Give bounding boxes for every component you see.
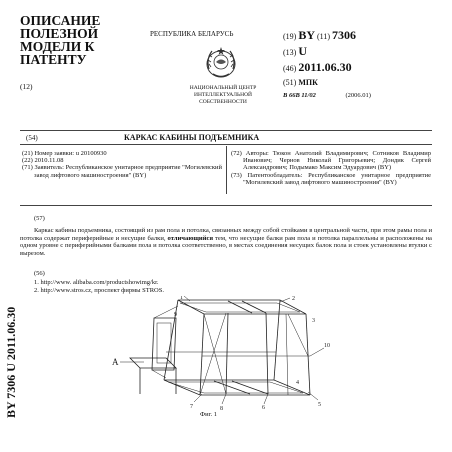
code-54: (54) — [26, 134, 38, 142]
section-letter-label: A — [112, 357, 119, 367]
callout-label: 6 — [262, 405, 265, 411]
office-line: СОБСТВЕННОСТИ — [199, 99, 247, 105]
office-line: ИНТЕЛЛЕКТУАЛЬНОЙ — [193, 92, 253, 98]
references-list — [34, 279, 164, 296]
country-code: BY — [298, 28, 315, 42]
code-11: (11) — [317, 32, 331, 41]
right-fields — [231, 150, 431, 186]
code-12: (12) — [20, 82, 33, 91]
patent-number: 7306 — [332, 28, 357, 42]
republic-label: РЕСПУБЛИКА БЕЛАРУСЬ — [150, 30, 234, 38]
title-line: ПАТЕНТУ — [20, 52, 87, 67]
kind-row — [283, 44, 307, 59]
mpk-class-row — [283, 92, 371, 99]
title-line: ПОЛЕЗНОЙ — [20, 26, 99, 41]
mpk-class: B 66B 11/02 — [283, 92, 316, 99]
figure-caption: Фиг. 1 — [200, 411, 218, 418]
title-line: ОПИСАНИЕ — [20, 13, 101, 28]
document-title — [20, 14, 100, 66]
callout-label: 10 — [324, 343, 330, 349]
mpk-label: МПК — [298, 78, 318, 87]
callout-label: 8 — [220, 406, 223, 411]
publication-date: 2011.06.30 — [298, 60, 352, 74]
code-13: (13) — [283, 48, 297, 57]
callout-label: 3 — [312, 318, 315, 324]
title-line: МОДЕЛИ К — [20, 39, 95, 54]
callout-label: 1 — [180, 296, 183, 301]
cabin-frame-drawing — [110, 296, 335, 411]
code-46: (46) — [283, 64, 297, 73]
field-applicant: (71) Заявитель: Республиканское унитарное предприятие "Могилевский завод лифтового машиностроения" (BY) — [22, 164, 222, 179]
mpk-row — [283, 78, 318, 87]
divider — [20, 130, 432, 131]
abstract-part: тем, что несущие балки рам пола и потолка параллельны и расположены на одном уровне с периферийными балками пола и потолка соответственно, в местах соединения несущих балок пола и стоек установлены втулки с вырезом. — [20, 234, 432, 257]
field-patent-holder: (73) Патентообладатель: Республиканское унитарное предприятие "Могилевский завод лифтового машиностроения" (BY) — [231, 171, 431, 186]
office-line: НАЦИОНАЛЬНЫЙ ЦЕНТР — [189, 85, 257, 91]
margin-patent-id: BY 7306 U 2011.06.30 — [4, 306, 18, 418]
abstract-part: Каркас кабины подъемника, состоящий из рам пола и потолка, связанных между собой стойками в центральной части, при этом рамы пола и потолка содержат периферийные и несущие балки, — [20, 227, 432, 242]
date-row — [283, 60, 352, 75]
office-name — [168, 85, 278, 106]
abstract-text — [20, 227, 432, 257]
divider — [20, 144, 432, 145]
divider — [20, 205, 432, 206]
code-56: (56) — [34, 270, 45, 277]
reference-item: 1. http://www. alibaba.com/productshowimg/kr. — [34, 279, 159, 286]
left-fields — [22, 150, 222, 179]
callout-label: 7 — [190, 404, 193, 410]
field-filing-date: (22) 2010.11.08 — [22, 157, 64, 165]
patent-number-row — [283, 28, 356, 43]
code-19: (19) — [283, 32, 297, 41]
column-divider — [226, 146, 227, 194]
kind-code: U — [298, 44, 307, 58]
callout-label: 4 — [296, 380, 299, 386]
field-authors: (72) Авторы: Тюкон Анатолий Владимирович; Сотников Владимир Иванович; Чернов Николай Григорьевич; Дондик Сергей Александрович; Подымако Максим Эдуардович (BY) — [231, 150, 431, 172]
code-51: (51) — [283, 78, 297, 87]
mpk-version: (2006.01) — [345, 92, 371, 99]
callout-label: 2 — [292, 296, 295, 302]
callout-label: 9 — [174, 312, 177, 318]
abstract-emphasis: отличающийся — [167, 234, 214, 242]
field-application-number: (21) Номер заявки: u 20100930 — [22, 150, 107, 157]
invention-title: КАРКАС КАБИНЫ ПОДЪЕМНИКА — [124, 133, 260, 142]
code-57: (57) — [34, 215, 45, 222]
state-emblem-icon — [203, 45, 239, 81]
callout-label: 5 — [318, 402, 321, 408]
reference-item: 2. http://www.stros.cz, проспект фирмы STROS. — [34, 287, 164, 295]
